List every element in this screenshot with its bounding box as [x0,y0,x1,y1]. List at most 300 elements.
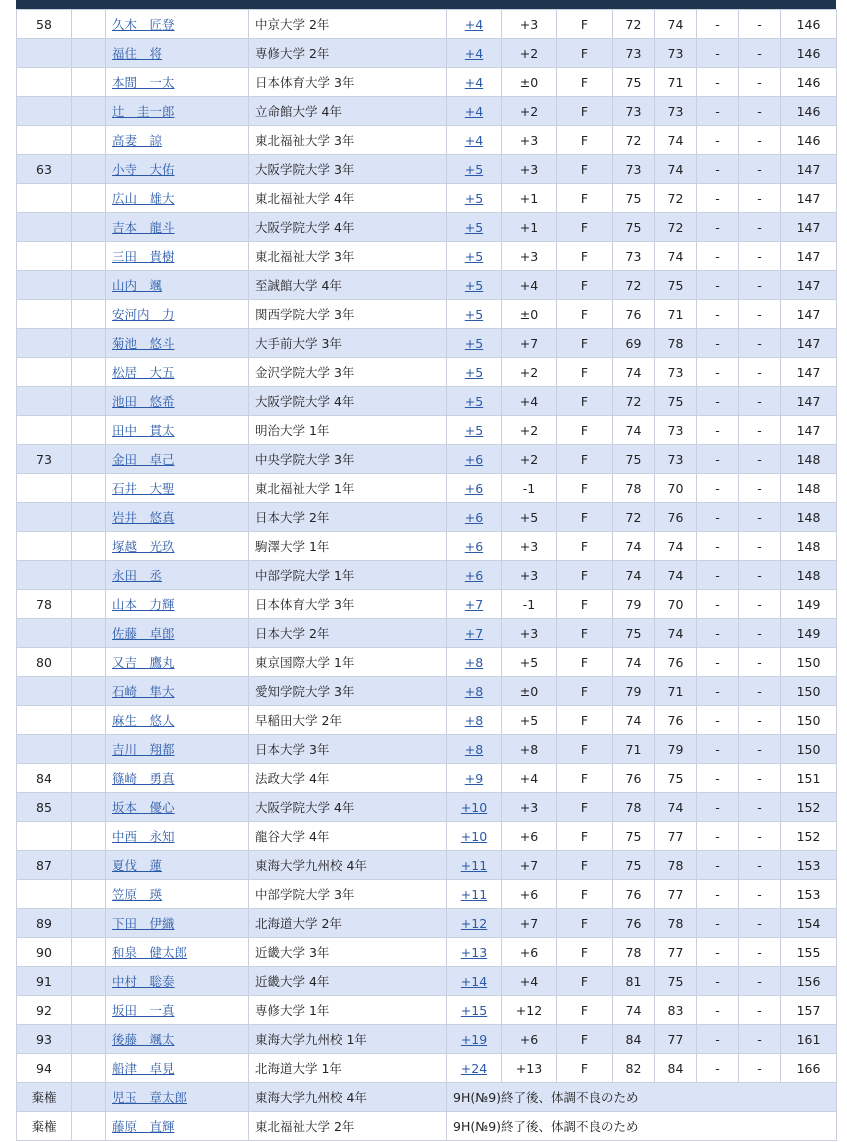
flag-cell [72,793,106,822]
today-score-cell: +2 [502,39,557,68]
total-score-cell [447,909,502,938]
total-score-link[interactable]: +8 [464,683,484,699]
player-name-link[interactable]: 和泉 健太郎 [112,945,188,960]
total-score-link[interactable]: +5 [464,161,484,177]
player-name-link[interactable]: 高妻 諒 [112,133,163,148]
player-name-link[interactable]: 中村 聡泰 [112,974,175,989]
round2-cell: 73 [655,358,697,387]
player-name-link[interactable]: 本間 一太 [112,75,175,90]
thru-cell: F [557,938,613,967]
rank-cell [17,822,72,851]
round3-cell: - [697,126,739,155]
rank-cell: 87 [17,851,72,880]
total-score-cell [447,242,502,271]
total-score-link[interactable]: +5 [464,219,484,235]
total-score-cell [447,97,502,126]
total-score-cell [447,155,502,184]
player-name-link[interactable]: 吉川 翔都 [112,742,175,757]
round3-cell: - [697,68,739,97]
total-score-cell [447,677,502,706]
school-cell: 東京国際大学 1年 [249,648,447,677]
player-name-link[interactable]: 松居 大五 [112,365,175,380]
school-cell: 東北福祉大学 3年 [249,242,447,271]
player-name-link[interactable]: 坂田 一真 [112,1003,175,1018]
flag-cell [72,996,106,1025]
round4-cell: - [739,938,781,967]
today-score-cell: +3 [502,155,557,184]
player-name-link[interactable]: 福住 将 [112,46,163,61]
flag-cell [72,880,106,909]
today-score-cell: +3 [502,242,557,271]
round1-cell: 72 [613,387,655,416]
school-cell: 中部学院大学 1年 [249,561,447,590]
thru-cell: F [557,851,613,880]
thru-cell: F [557,996,613,1025]
round2-cell: 75 [655,967,697,996]
flag-cell [72,735,106,764]
player-name-cell [106,793,249,822]
round2-cell: 78 [655,851,697,880]
total-score-cell [447,126,502,155]
strokes-total-cell: 149 [781,590,837,619]
total-score-cell [447,735,502,764]
table-row [17,706,837,735]
round4-cell: - [739,474,781,503]
player-name-link[interactable]: 広山 雄大 [112,191,175,206]
player-name-cell [106,126,249,155]
flag-cell [72,271,106,300]
round4-cell: - [739,619,781,648]
total-score-link[interactable]: +5 [464,422,484,438]
thru-cell: F [557,387,613,416]
today-score-cell: -1 [502,474,557,503]
thru-cell: F [557,1054,613,1083]
round2-cell: 84 [655,1054,697,1083]
school-cell: 早稲田大学 2年 [249,706,447,735]
player-name-link[interactable]: 中西 永知 [112,829,175,844]
total-score-cell [447,822,502,851]
strokes-total-cell: 152 [781,793,837,822]
player-name-link-cell [106,1112,249,1141]
total-score-link[interactable]: +19 [460,1031,488,1047]
player-name-link[interactable]: 後藤 颯太 [112,1032,175,1047]
total-score-link[interactable]: +9 [464,770,484,786]
round3-cell: - [697,851,739,880]
round1-cell: 73 [613,242,655,271]
school-cell: 日本体育大学 3年 [249,590,447,619]
table-row [17,677,837,706]
today-score-cell: ±0 [502,300,557,329]
today-score-cell: +1 [502,213,557,242]
withdrawal-note: 9H(№9)終了後、体調不良のため [447,1083,837,1112]
rank-cell: 84 [17,764,72,793]
school-cell: 大阪学院大学 4年 [249,793,447,822]
player-name-link[interactable]: 三田 貴樹 [112,249,175,264]
round1-cell: 73 [613,155,655,184]
total-score-link[interactable]: +5 [464,393,484,409]
player-name-cell [106,764,249,793]
round4-cell: - [739,242,781,271]
round2-cell: 73 [655,39,697,68]
thru-cell: F [557,242,613,271]
rank-cell [17,532,72,561]
round4-cell: - [739,10,781,39]
round1-cell: 73 [613,39,655,68]
round2-cell: 74 [655,619,697,648]
school-cell: 大阪学院大学 4年 [249,387,447,416]
table-row [17,764,837,793]
round1-cell: 72 [613,10,655,39]
round3-cell: - [697,561,739,590]
strokes-total-cell: 156 [781,967,837,996]
total-score-cell [447,764,502,793]
player-name-link[interactable]: 吉本 龍斗 [112,220,175,235]
today-score-cell: +5 [502,706,557,735]
today-score-cell: +4 [502,387,557,416]
player-name-link[interactable]: 石井 大聖 [112,481,175,496]
round1-cell: 74 [613,358,655,387]
total-score-link[interactable]: +4 [464,45,484,61]
school-cell: 大阪学院大学 3年 [249,155,447,184]
today-score-cell: +13 [502,1054,557,1083]
player-name-link[interactable]: 笠原 瑛 [112,887,163,902]
rank-cell [17,880,72,909]
round3-cell: - [697,10,739,39]
player-name-cell [106,10,249,39]
round4-cell: - [739,1025,781,1054]
rank-cell: 92 [17,996,72,1025]
school-cell: 大手前大学 3年 [249,329,447,358]
round1-cell: 72 [613,271,655,300]
total-score-cell [447,851,502,880]
today-score-cell: +7 [502,329,557,358]
flag-cell [72,1025,106,1054]
player-name-cell [106,97,249,126]
school-cell: 法政大学 4年 [249,764,447,793]
strokes-total-cell: 150 [781,735,837,764]
round2-cell: 71 [655,300,697,329]
total-score-link[interactable]: +6 [464,538,484,554]
round2-cell: 73 [655,97,697,126]
leaderboard-rows [17,10,837,1141]
thru-cell: F [557,967,613,996]
player-name-link[interactable]: 下田 伊織 [112,916,175,931]
player-name-link[interactable]: 池田 悠希 [112,394,175,409]
table-row [17,967,837,996]
strokes-total-cell: 154 [781,909,837,938]
total-score-cell [447,880,502,909]
flag-cell [72,416,106,445]
rank-cell [17,68,72,97]
rank-cell [17,184,72,213]
round1-cell: 75 [613,619,655,648]
total-score-link[interactable]: +24 [460,1060,488,1076]
player-name-link[interactable]: 金田 卓己 [112,452,175,467]
rank-cell [17,561,72,590]
school-cell: 東北福祉大学 4年 [249,184,447,213]
table-row [17,532,837,561]
total-score-link[interactable]: +13 [460,944,488,960]
round1-cell: 73 [613,97,655,126]
strokes-total-cell: 153 [781,851,837,880]
total-score-link[interactable]: +5 [464,248,484,264]
today-score-cell: ±0 [502,68,557,97]
school-cell: 近畿大学 3年 [249,938,447,967]
round1-cell: 76 [613,880,655,909]
today-score-cell: +3 [502,532,557,561]
round3-cell: - [697,474,739,503]
rank-cell [17,126,72,155]
flag-cell [72,764,106,793]
total-score-link[interactable]: +7 [464,596,484,612]
total-score-link[interactable]: +8 [464,654,484,670]
round1-cell: 74 [613,996,655,1025]
today-score-cell: +8 [502,735,557,764]
round3-cell: - [697,503,739,532]
school-cell: 北海道大学 2年 [249,909,447,938]
strokes-total-cell: 146 [781,39,837,68]
school-cell: 至誠館大学 4年 [249,271,447,300]
strokes-total-cell: 155 [781,938,837,967]
total-score-cell [447,648,502,677]
round2-cell: 77 [655,1025,697,1054]
flag-cell [72,851,106,880]
total-score-cell [447,271,502,300]
table-row [17,822,837,851]
thru-cell: F [557,39,613,68]
player-name-cell [106,184,249,213]
strokes-total-cell: 147 [781,329,837,358]
total-score-cell [447,996,502,1025]
round3-cell: - [697,706,739,735]
total-score-link[interactable]: +8 [464,712,484,728]
strokes-total-cell: 150 [781,648,837,677]
school-cell: 日本大学 2年 [249,503,447,532]
rank-cell [17,271,72,300]
player-name-cell [106,213,249,242]
total-score-link[interactable]: +10 [460,828,488,844]
round4-cell: - [739,126,781,155]
player-name-cell [106,474,249,503]
round4-cell: - [739,184,781,213]
round3-cell: - [697,155,739,184]
player-name-link[interactable]: 麻生 悠人 [112,713,175,728]
total-score-link[interactable]: +8 [464,741,484,757]
player-name-link[interactable]: 辻 圭一郎 [112,104,175,119]
player-name-link[interactable]: 小寺 大佑 [112,162,175,177]
today-score-cell: +5 [502,503,557,532]
strokes-total-cell: 166 [781,1054,837,1083]
player-name-link[interactable]: 山内 颯 [112,278,163,293]
total-score-cell [447,938,502,967]
player-name-cell [106,1025,249,1054]
round2-cell: 77 [655,880,697,909]
round2-cell: 74 [655,126,697,155]
today-score-cell: +7 [502,909,557,938]
player-name-cell [106,561,249,590]
school-cell: 日本大学 2年 [249,619,447,648]
total-score-link[interactable]: +5 [464,190,484,206]
school-cell: 駒澤大学 1年 [249,532,447,561]
player-name-link[interactable]: 山本 力輝 [112,597,175,612]
round4-cell: - [739,329,781,358]
round2-cell: 72 [655,184,697,213]
leaderboard [16,0,836,1141]
flag-cell [72,619,106,648]
round1-cell: 78 [613,938,655,967]
flag-cell [72,909,106,938]
strokes-total-cell: 149 [781,619,837,648]
strokes-total-cell: 153 [781,880,837,909]
total-score-link[interactable]: +7 [464,625,484,641]
school-cell: 北海道大学 1年 [249,1054,447,1083]
player-name-link[interactable]: 藤原 直輝 [112,1119,175,1134]
round1-cell: 76 [613,300,655,329]
round3-cell: - [697,445,739,474]
school-cell: 大阪学院大学 4年 [249,213,447,242]
round3-cell: - [697,967,739,996]
thru-cell: F [557,909,613,938]
round3-cell: - [697,271,739,300]
round3-cell: - [697,648,739,677]
strokes-total-cell: 147 [781,271,837,300]
total-score-link[interactable]: +4 [464,132,484,148]
round1-cell: 72 [613,126,655,155]
round3-cell: - [697,735,739,764]
player-name-link[interactable]: 児玉 章太郎 [112,1090,188,1105]
rank-cell [17,39,72,68]
rank-cell: 80 [17,648,72,677]
round3-cell: - [697,387,739,416]
total-score-link[interactable]: +5 [464,306,484,322]
total-score-link[interactable]: +4 [464,16,484,32]
round3-cell: - [697,416,739,445]
round4-cell: - [739,851,781,880]
flag-cell [72,329,106,358]
rank-cell: 85 [17,793,72,822]
player-name-link[interactable]: 塚越 光玖 [112,539,175,554]
total-score-cell [447,387,502,416]
strokes-total-cell: 147 [781,184,837,213]
total-score-link[interactable]: +5 [464,335,484,351]
round1-cell: 74 [613,648,655,677]
player-name-link[interactable]: 永田 丞 [112,568,163,583]
rank-cell: 78 [17,590,72,619]
thru-cell: F [557,677,613,706]
flag-cell [72,648,106,677]
today-score-cell: +3 [502,793,557,822]
table-row [17,1025,837,1054]
total-score-link[interactable]: +11 [460,857,488,873]
table-row [17,445,837,474]
player-name-link[interactable]: 夏伐 蓮 [112,858,163,873]
total-score-link[interactable]: +6 [464,509,484,525]
player-name-link[interactable]: 佐藤 卓郎 [112,626,175,641]
round1-cell: 74 [613,416,655,445]
player-name-link[interactable]: 坂本 優心 [112,800,175,815]
flag-cell [72,561,106,590]
player-name-link[interactable]: 菊池 悠斗 [112,336,175,351]
total-score-link[interactable]: +14 [460,973,488,989]
flag-cell [72,1083,106,1112]
player-name-cell [106,996,249,1025]
flag-cell [72,445,106,474]
thru-cell: F [557,590,613,619]
player-name-link[interactable]: 田中 貫太 [112,423,175,438]
total-score-cell [447,184,502,213]
round3-cell: - [697,97,739,126]
round2-cell: 70 [655,474,697,503]
player-name-link[interactable]: 久木 匠登 [112,17,175,32]
round2-cell: 75 [655,271,697,300]
player-name-cell [106,39,249,68]
table-row [17,648,837,677]
thru-cell: F [557,619,613,648]
thru-cell: F [557,561,613,590]
total-score-link[interactable]: +11 [460,886,488,902]
total-score-link[interactable]: +6 [464,567,484,583]
player-name-link[interactable]: 船津 卓見 [112,1061,175,1076]
player-name-cell [106,155,249,184]
round4-cell: - [739,445,781,474]
player-name-cell [106,271,249,300]
round2-cell: 79 [655,735,697,764]
total-score-link[interactable]: +4 [464,74,484,90]
flag-cell [72,39,106,68]
total-score-link[interactable]: +6 [464,451,484,467]
round4-cell: - [739,68,781,97]
school-cell: 明治大学 1年 [249,416,447,445]
player-name-cell [106,938,249,967]
round3-cell: - [697,677,739,706]
player-name-link[interactable]: 篠崎 勇真 [112,771,175,786]
round1-cell: 75 [613,851,655,880]
round1-cell: 81 [613,967,655,996]
flag-cell [72,967,106,996]
total-score-link[interactable]: +6 [464,480,484,496]
withdrawn-status-cell: 棄権 [17,1083,72,1112]
flag-cell [72,474,106,503]
total-score-link[interactable]: +4 [464,103,484,119]
leaderboard-table [16,9,837,1141]
thru-cell: F [557,445,613,474]
round2-cell: 74 [655,155,697,184]
round2-cell: 73 [655,416,697,445]
total-score-link[interactable]: +5 [464,277,484,293]
total-score-link[interactable]: +15 [460,1002,488,1018]
total-score-link[interactable]: +10 [460,799,488,815]
player-name-link[interactable]: 石崎 隼大 [112,684,175,699]
total-score-link[interactable]: +5 [464,364,484,380]
today-score-cell: +4 [502,271,557,300]
today-score-cell: +2 [502,445,557,474]
today-score-cell: +6 [502,822,557,851]
player-name-link[interactable]: 安河内 力 [112,307,175,322]
player-name-cell [106,416,249,445]
player-name-link[interactable]: 又吉 鷹丸 [112,655,175,670]
round3-cell: - [697,184,739,213]
player-name-link[interactable]: 岩井 悠真 [112,510,175,525]
round4-cell: - [739,648,781,677]
table-row [17,300,837,329]
round1-cell: 75 [613,445,655,474]
round1-cell: 69 [613,329,655,358]
total-score-link[interactable]: +12 [460,915,488,931]
table-row [17,735,837,764]
flag-cell [72,532,106,561]
withdrawn-row [17,1083,837,1112]
round1-cell: 79 [613,590,655,619]
